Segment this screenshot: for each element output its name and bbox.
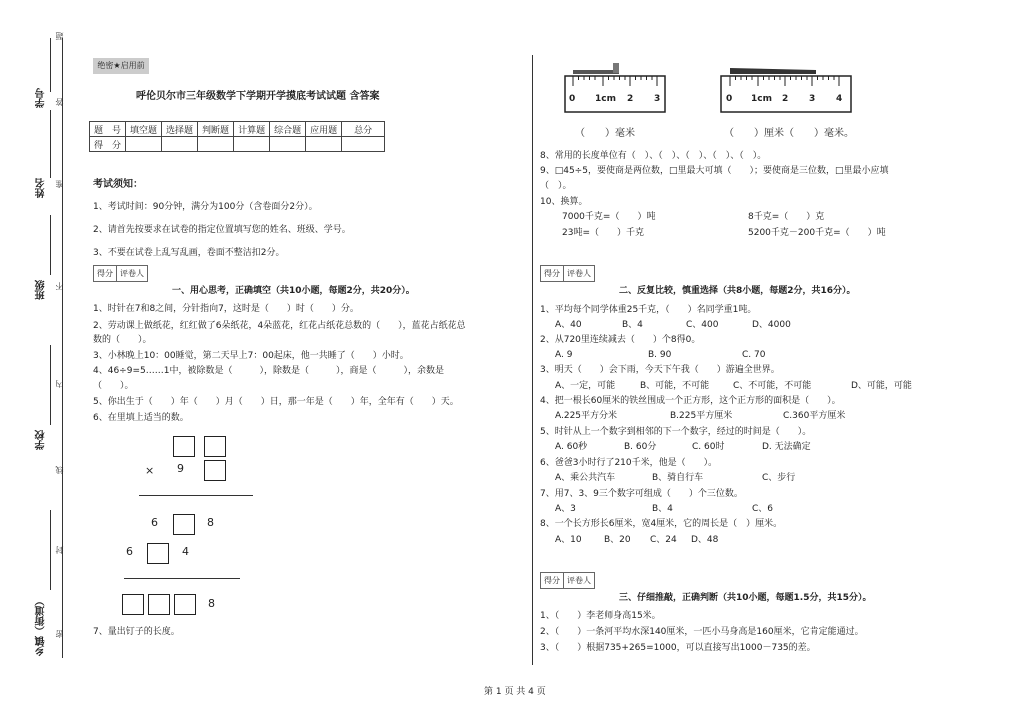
grader-score-label: 得分 (541, 573, 564, 588)
question: 8、一个长方形长6厘米，宽4厘米，它的周长是（ ）厘米。 (540, 519, 783, 529)
score-cell[interactable] (306, 137, 342, 152)
score-table-header: 总分 (342, 122, 385, 137)
option: A. 60秒 (555, 442, 588, 452)
option: C、不可能，不可能 (733, 381, 812, 391)
exam-title: 呼伦贝尔市三年级数学下学期开学摸底考试试题 含答案 (136, 91, 380, 102)
notice-item: 1、考试时间：90分钟，满分为100分（含卷面分2分）。 (93, 202, 318, 212)
answer-box[interactable] (204, 460, 226, 481)
score-cell[interactable] (234, 137, 270, 152)
option: C、步行 (762, 473, 796, 483)
question: 2、劳动课上做纸花，红红做了6朵纸花，4朵蓝花，红花占纸花总数的（ ），蓝花占纸花总 (93, 321, 466, 331)
option: D、48 (691, 535, 719, 545)
option: A、一定，可能 (555, 381, 616, 391)
ruler-tick-label: 0 (569, 94, 576, 104)
town-field[interactable] (50, 510, 51, 590)
secret-label: 绝密★启用前 (93, 58, 149, 74)
student-name-label: 姓名 (36, 178, 47, 198)
school-field[interactable] (50, 345, 51, 425)
seal-char: 封 (55, 546, 64, 554)
question: 7、用7、3、9三个数字可组成（ ）个三位数。 (540, 489, 743, 499)
question: 3、小林晚上10：00睡觉，第二天早上7：00起床，他一共睡了（ ）小时。 (93, 351, 409, 361)
puzzle-rule (139, 495, 253, 496)
score-table-header: 题 号 (90, 122, 126, 137)
puzzle-rule (124, 578, 240, 579)
notice-item: 3、不要在试卷上乱写乱画，卷面不整洁扣2分。 (93, 248, 285, 258)
question: （ ）。 (540, 181, 572, 191)
seal-char: 密 (55, 630, 64, 638)
answer-box[interactable] (173, 514, 195, 535)
section2-title: 二、反复比较，慎重选择（共8小题，每题2分，共16分）。 (619, 286, 856, 296)
student-name-field[interactable] (50, 110, 51, 178)
question: 1、时针在7和8之间，分针指向7，这时是（ ）时（ ）分。 (93, 304, 359, 314)
question: 2、从720里连续减去（ ）个8得0。 (540, 335, 701, 345)
column-divider (532, 55, 533, 665)
score-table-header: 选择题 (162, 122, 198, 137)
option: A. 9 (555, 350, 573, 360)
puzzle-digit: 8 (207, 516, 214, 529)
question: 4、把一根长60厘米的铁丝围成一个正方形，这个正方形的面积是（ ）。 (540, 396, 841, 406)
answer-box[interactable] (204, 436, 226, 457)
ruler-tick-label: 2 (782, 94, 789, 104)
ruler-answer-1: （ ）毫米 (575, 128, 635, 139)
school-label: 学校 (36, 430, 47, 450)
puzzle-digit: 9 (177, 462, 184, 475)
grader-box (93, 265, 148, 282)
seal-char: 题 (55, 32, 64, 40)
option: C.360平方厘米 (783, 411, 846, 421)
question: 1、（ ）李老师身高15米。 (540, 611, 661, 621)
question: 6、在里填上适当的数。 (93, 413, 189, 423)
question: 2、（ ）一条河平均水深140厘米，一匹小马身高是160厘米，它肯定能通过。 (540, 627, 864, 637)
answer-box[interactable] (122, 594, 144, 615)
answer-box[interactable] (147, 543, 169, 564)
score-table-header: 综合题 (270, 122, 306, 137)
ruler-answer-2: （ ）厘米（ ）毫米。 (724, 128, 854, 139)
multiply-sign: × (145, 464, 155, 477)
student-number-field[interactable] (50, 38, 51, 92)
score-row-label: 得 分 (90, 137, 126, 152)
option: D、4000 (752, 320, 791, 330)
option: B、4 (652, 504, 673, 514)
option: A、乘公共汽车 (555, 473, 616, 483)
class-label: 班级 (36, 280, 47, 300)
ruler-tick-label: 3 (809, 94, 816, 104)
grader-box (540, 572, 595, 589)
question: （ ）。 (93, 381, 134, 391)
answer-box[interactable] (174, 594, 196, 615)
question: 9、□45÷5，要使商是两位数，□里最大可填（ ）；要使商是三位数，□里最小应填 (540, 166, 889, 176)
ruler-tick-label: 1cm (595, 94, 616, 104)
option: B.225平方厘米 (670, 411, 733, 421)
class-field[interactable] (50, 215, 51, 275)
option: B. 90 (648, 350, 672, 360)
puzzle-digit: 6 (151, 516, 158, 529)
binding-line (62, 38, 63, 658)
conversion-item: 23吨=（ ）千克 (562, 228, 644, 238)
grader-box (540, 265, 595, 282)
score-cell[interactable] (126, 137, 162, 152)
score-cell[interactable] (270, 137, 306, 152)
option: C、6 (752, 504, 774, 514)
option: B、可能，不可能 (640, 381, 710, 391)
question: 数的（ ）。 (93, 335, 152, 345)
option: D、可能，可能 (851, 381, 912, 391)
question: 10、换算。 (540, 197, 588, 207)
page-number: 第 1 页 共 4 页 (484, 687, 546, 697)
question: 5、时针从上一个数字到相邻的下一个数字，经过的时间是（ ）。 (540, 427, 812, 437)
conversion-item: 8千克=（ ）克 (748, 212, 825, 222)
option: B、4 (622, 320, 643, 330)
option: C. 60时 (692, 442, 725, 452)
option: C、24 (650, 535, 677, 545)
seal-char: 不 (55, 282, 64, 290)
score-table-header: 应用题 (306, 122, 342, 137)
conversion-item: 5200千克－200千克=（ ）吨 (748, 228, 886, 238)
ruler-icon (564, 62, 666, 114)
ruler-with-nail-1 (564, 62, 666, 114)
score-table-header: 计算题 (234, 122, 270, 137)
question: 3、明天（ ）会下雨，今天下午我（ ）游遍全世界。 (540, 365, 780, 375)
puzzle-digit: 8 (208, 597, 215, 610)
option: B、骑自行车 (652, 473, 704, 483)
ruler-tick-label: 1cm (751, 94, 772, 104)
question: 4、46÷9=5……1中，被除数是（ ），除数是（ ），商是（ ），余数是 (93, 366, 444, 376)
question: 1、平均每个同学体重25千克，（ ）名同学重1吨。 (540, 305, 757, 315)
option: A、40 (555, 320, 582, 330)
seal-char: 内 (55, 380, 64, 388)
section3-title: 三、仔细推敲，正确判断（共10小题，每题1.5分，共15分）。 (619, 593, 872, 603)
score-table (89, 121, 385, 152)
grader-name-label: 评卷人 (120, 269, 144, 278)
option: B. 60分 (624, 442, 657, 452)
ruler-icon (720, 62, 852, 114)
puzzle-digit: 4 (182, 545, 189, 558)
answer-box[interactable] (148, 594, 170, 615)
question: 7、量出钉子的长度。 (93, 627, 180, 637)
option: A.225平方分米 (555, 411, 618, 421)
question: 5、你出生于（ ）年（ ）月（ ）日，那一年是（ ）年，全年有（ ）天。 (93, 397, 459, 407)
seal-char: 线 (55, 466, 64, 474)
score-cell[interactable] (198, 137, 234, 152)
ruler-tick-label: 4 (836, 94, 843, 104)
question: 6、爸爸3小时行了210千米，他是（ ）。 (540, 458, 718, 468)
ruler-with-nail-2 (720, 62, 852, 114)
option: A、3 (555, 504, 576, 514)
grader-name-label: 评卷人 (567, 269, 591, 278)
score-table-header: 判断题 (198, 122, 234, 137)
grader-name-label: 评卷人 (567, 576, 591, 585)
grader-score-label: 得分 (541, 266, 564, 281)
notice-item: 2、请首先按要求在试卷的指定位置填写您的姓名、班级、学号。 (93, 225, 351, 235)
ruler-tick-label: 3 (654, 94, 661, 104)
option: C. 70 (742, 350, 766, 360)
score-cell[interactable] (162, 137, 198, 152)
student-number-label: 学号 (36, 88, 47, 108)
notice-heading: 考试须知： (93, 179, 143, 190)
town-label: 乡镇（街道） (36, 596, 47, 656)
question: 8、常用的长度单位有（ ）、（ ）、（ ）、（ ）、（ ）。 (540, 151, 767, 161)
seal-char: 答 (55, 98, 64, 106)
grader-score-label: 得分 (94, 266, 117, 281)
ruler-tick-label: 2 (627, 94, 634, 104)
score-table-header: 填空题 (126, 122, 162, 137)
option: A、10 (555, 535, 582, 545)
ruler-tick-label: 0 (726, 94, 733, 104)
answer-box[interactable] (173, 436, 195, 457)
option: B、20 (604, 535, 631, 545)
option: C、400 (686, 320, 719, 330)
seal-char: 准 (55, 180, 64, 188)
score-cell[interactable] (342, 137, 385, 152)
question: 3、（ ）根据735+265=1000，可以直接写出1000－735的差。 (540, 643, 816, 653)
conversion-item: 7000千克=（ ）吨 (562, 212, 656, 222)
section1-title: 一、用心思考，正确填空（共10小题，每题2分，共20分）。 (172, 286, 415, 296)
option: D. 无法确定 (762, 442, 811, 452)
puzzle-digit: 6 (126, 545, 133, 558)
